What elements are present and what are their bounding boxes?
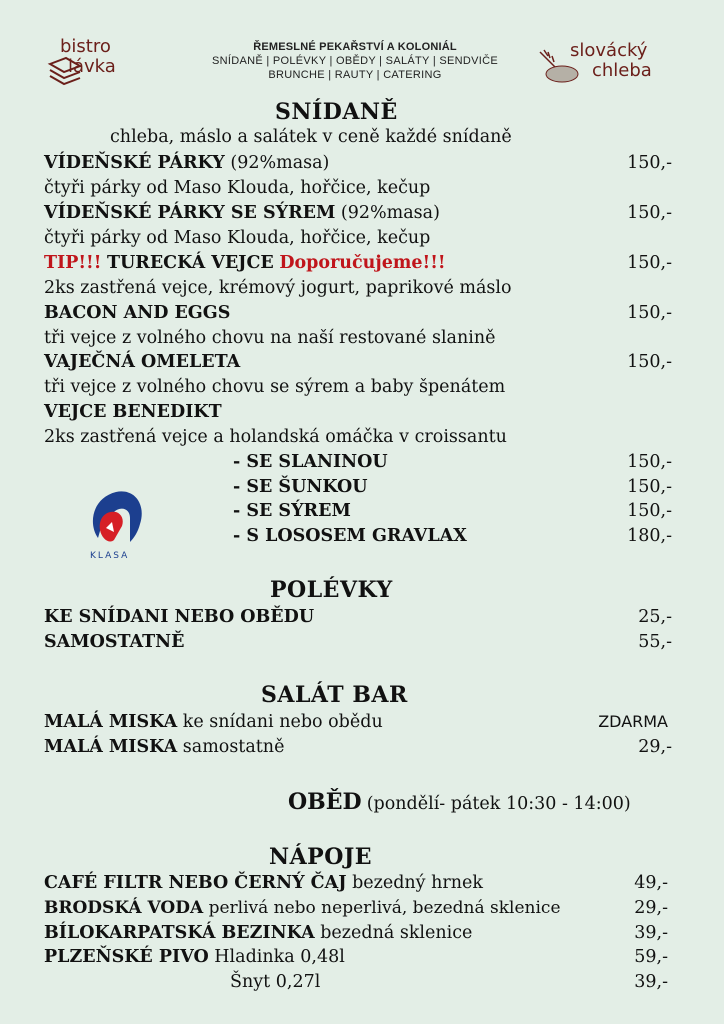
klasa-emblem-icon xyxy=(84,488,154,550)
variant-price: 150,- xyxy=(627,477,672,497)
item-price: ZDARMA xyxy=(598,712,668,731)
heading-obed: OBĚD xyxy=(288,789,362,815)
item-name: VÍDEŇSKÉ PÁRKY xyxy=(44,153,225,173)
item-name: PLZEŇSKÉ PIVO xyxy=(44,947,209,967)
item-name: BÍLOKARPATSKÁ BEZINKA xyxy=(44,923,315,943)
menu-item xyxy=(44,252,446,274)
header-title: ŘEMESLNÉ PEKAŘSTVÍ A KOLONIÁL xyxy=(253,41,457,53)
menu-item xyxy=(44,152,329,174)
item-price: 150,- xyxy=(627,352,672,372)
klasa-logo xyxy=(84,488,154,568)
item-desc: bezedný hrnek xyxy=(352,873,483,893)
item-name: VÍDEŇSKÉ PÁRKY SE SÝREM xyxy=(44,203,336,223)
logo-left-line2: lávka xyxy=(68,56,116,77)
menu-item xyxy=(44,711,383,733)
logo-right-line2: chleba xyxy=(592,60,652,81)
menu-item xyxy=(44,897,561,919)
item-price: 150,- xyxy=(627,303,672,323)
logo-right-line1: slovácký xyxy=(570,40,648,61)
bistro-lavka-logo xyxy=(46,36,156,92)
item-desc: tři vejce z volného chovu na naší restované slanině xyxy=(44,328,496,348)
logo-left-line1: bistro xyxy=(60,36,111,57)
item-name: VEJCE BENEDIKT xyxy=(44,402,222,422)
item-desc: 2ks zastřená vejce, krémový jogurt, paprikové máslo xyxy=(44,278,512,298)
variant-price: 150,- xyxy=(627,501,672,521)
item-name: MALÁ MISKA xyxy=(44,737,178,757)
menu-item xyxy=(44,872,483,894)
item-price: 39,- xyxy=(634,972,668,992)
item-name: CAFÉ FILTR NEBO ČERNÝ ČAJ xyxy=(44,873,347,893)
item-price: 49,- xyxy=(634,873,668,893)
item-name: TURECKÁ VEJCE xyxy=(107,253,274,273)
item-desc: čtyři párky od Maso Klouda, hořčice, kečup xyxy=(44,178,431,198)
item-desc: 2ks zastřená vejce a holandská omáčka v croissantu xyxy=(44,427,507,447)
variant-price: 150,- xyxy=(627,452,672,472)
klasa-label: KLASA xyxy=(90,551,130,561)
item-price: 55,- xyxy=(638,632,672,652)
header-center xyxy=(190,40,520,82)
variant-name: - SE SÝREM xyxy=(233,501,351,521)
item-price: 29,- xyxy=(638,737,672,757)
variant-name: - SE ŠUNKOU xyxy=(233,477,368,497)
header-subtitle-1: SNÍDANĚ | POLÉVKY | OBĚDY | SALÁTY | SENDVIČE xyxy=(212,55,498,67)
item-price: 150,- xyxy=(627,203,672,223)
tip-label: TIP!!! xyxy=(44,253,102,273)
item-price: 39,- xyxy=(634,923,668,943)
header-subtitle-2: BRUNCHE | RAUTY | CATERING xyxy=(268,69,442,81)
item-desc: perlivá nebo neperlivá, bezedná sklenice xyxy=(208,898,561,918)
item-desc: Hladinka 0,48l xyxy=(214,947,345,967)
variant-name: - SE SLANINOU xyxy=(233,452,388,472)
item-desc: Šnyt 0,27l xyxy=(230,972,321,992)
item-name: VAJEČNÁ OMELETA xyxy=(44,352,241,372)
heading-snidane: SNÍDANĚ xyxy=(275,99,398,125)
menu-item xyxy=(44,736,284,758)
item-name: KE SNÍDANI NEBO OBĚDU xyxy=(44,607,315,627)
menu-item xyxy=(44,202,440,224)
item-desc: čtyři párky od Maso Klouda, hořčice, kečup xyxy=(44,228,431,248)
obed-hours: (pondělí- pátek 10:30 - 14:00) xyxy=(366,794,631,814)
item-extra: (92%masa) xyxy=(230,153,330,173)
item-desc: ke snídani nebo obědu xyxy=(182,712,383,732)
heading-salat-bar: SALÁT BAR xyxy=(261,682,408,708)
item-name: BACON AND EGGS xyxy=(44,303,231,323)
item-name: BRODSKÁ VODA xyxy=(44,898,204,918)
obed-line xyxy=(288,789,631,817)
recommend-label: Doporučujeme!!! xyxy=(279,253,446,273)
slovacky-chleba-logo xyxy=(536,40,676,90)
item-price: 150,- xyxy=(627,153,672,173)
heading-napoje: NÁPOJE xyxy=(269,844,373,870)
snidane-note: chleba, máslo a salátek v ceně každé snídaně xyxy=(110,127,512,147)
item-price: 29,- xyxy=(634,898,668,918)
item-price: 150,- xyxy=(627,253,672,273)
menu-item xyxy=(44,946,345,968)
item-price: 25,- xyxy=(638,607,672,627)
item-name: SAMOSTATNĚ xyxy=(44,632,185,652)
item-extra: (92%masa) xyxy=(340,203,440,223)
item-desc: samostatně xyxy=(182,737,285,757)
variant-name: - S LOSOSEM GRAVLAX xyxy=(233,526,467,546)
item-name: MALÁ MISKA xyxy=(44,712,178,732)
item-desc: tři vejce z volného chovu se sýrem a baby špenátem xyxy=(44,377,506,397)
variant-price: 180,- xyxy=(627,526,672,546)
item-desc: bezedná sklenice xyxy=(320,923,473,943)
menu-item xyxy=(44,922,472,944)
heading-polevky: POLÉVKY xyxy=(270,577,393,603)
item-price: 59,- xyxy=(634,947,668,967)
